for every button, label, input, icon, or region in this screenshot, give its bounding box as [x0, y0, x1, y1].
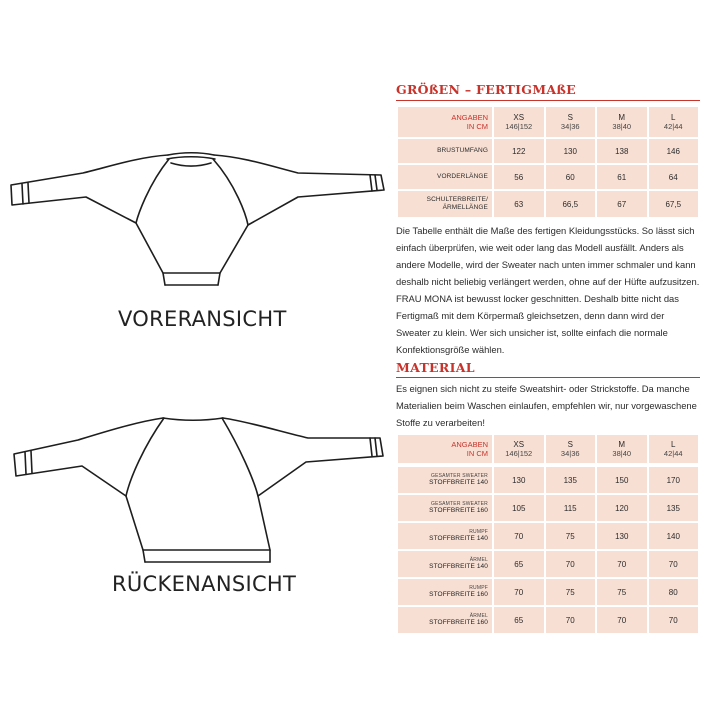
material-title-rule: [396, 377, 700, 378]
row-label: [397, 494, 493, 522]
row-label-main: STOFFBREITE 140: [429, 563, 488, 571]
table-cell: 120: [596, 494, 648, 522]
row-label-small: GESAMTER SWEATER: [430, 472, 488, 479]
row-label: BRUSTUMFANG: [397, 138, 493, 164]
table-corner-cell: [397, 434, 493, 464]
corner-line-2: IN CM: [466, 122, 488, 131]
row-label: [397, 190, 493, 218]
size-code: S: [567, 113, 573, 122]
table-row: [397, 466, 699, 494]
corner-line-1: ANGABEN: [451, 112, 488, 122]
material-table-body: [396, 465, 700, 635]
row-label-line-2: ÄRMELLÄNGE: [442, 204, 488, 211]
row-label-small: RUMPF: [469, 528, 488, 535]
table-cell: 75: [596, 578, 648, 606]
table-cell: 66,5: [545, 190, 597, 218]
corner-line-2: IN CM: [466, 449, 488, 458]
info-column: [396, 82, 700, 635]
finished-measurements-table: [396, 105, 700, 219]
row-label-main: STOFFBREITE 160: [429, 619, 488, 627]
row-label-line-1: SCHULTERBREITE/: [426, 195, 488, 203]
table-cell: 170: [648, 466, 700, 494]
sweater-front-icon: [8, 145, 390, 295]
front-view-label: VORERANSICHT: [118, 307, 287, 331]
row-label-main: STOFFBREITE 140: [429, 535, 488, 543]
size-col-l: [648, 434, 700, 464]
size-range: 34|36: [560, 449, 580, 458]
size-range: 42|44: [663, 449, 683, 458]
table-cell: 135: [545, 466, 597, 494]
table-cell: 65: [493, 550, 545, 578]
size-col-s: [545, 434, 597, 464]
size-range: 146|152: [505, 449, 533, 458]
size-col-xs: [493, 434, 545, 464]
table-cell: 130: [545, 138, 597, 164]
table-header-row: [397, 106, 699, 138]
table-cell: 80: [648, 578, 700, 606]
size-range: 38|40: [612, 122, 632, 131]
table-row: [397, 522, 699, 550]
table-corner-cell: [397, 106, 493, 138]
size-code: L: [671, 113, 676, 122]
table-cell: 105: [493, 494, 545, 522]
table-cell: 70: [596, 606, 648, 634]
row-label: [397, 578, 493, 606]
size-code: M: [618, 440, 626, 449]
size-col-s: [545, 106, 597, 138]
row-label-small: ÄRMEL: [469, 612, 488, 619]
table-cell: 122: [493, 138, 545, 164]
row-label-small: RUMPF: [469, 584, 488, 591]
back-view-label: RÜCKENANSICHT: [112, 572, 297, 596]
table-cell: 115: [545, 494, 597, 522]
back-view-drawing: [8, 408, 390, 568]
sweater-back-icon: [8, 408, 390, 568]
sizes-title: GRÖßEN – FERTIGMAßE: [396, 82, 577, 97]
table-row: [397, 578, 699, 606]
size-code: S: [567, 440, 573, 449]
table-cell: 146: [648, 138, 700, 164]
table-cell: 75: [545, 522, 597, 550]
table-cell: 70: [493, 522, 545, 550]
size-col-m: [596, 106, 648, 138]
table-cell: 67,5: [648, 190, 700, 218]
row-label-main: STOFFBREITE 160: [429, 507, 488, 515]
table-cell: 70: [545, 550, 597, 578]
table-cell: 61: [596, 164, 648, 190]
table-cell: 70: [493, 578, 545, 606]
table-cell: 63: [493, 190, 545, 218]
front-view-drawing: [8, 145, 390, 295]
table-row: [397, 138, 699, 164]
table-cell: 138: [596, 138, 648, 164]
row-label-small: GESAMTER SWEATER: [430, 500, 488, 507]
table-cell: 64: [648, 164, 700, 190]
size-code: M: [618, 113, 626, 122]
row-label: VORDERLÄNGE: [397, 164, 493, 190]
size-col-xs: [493, 106, 545, 138]
size-code: L: [671, 440, 676, 449]
row-label-small: ÄRMEL: [469, 556, 488, 563]
size-col-m: [596, 434, 648, 464]
table-cell: 67: [596, 190, 648, 218]
table-cell: 60: [545, 164, 597, 190]
table-row: [397, 494, 699, 522]
table-cell: 56: [493, 164, 545, 190]
table-cell: 130: [596, 522, 648, 550]
sizes-title-rule: [396, 100, 700, 101]
table-cell: 150: [596, 466, 648, 494]
size-code: XS: [513, 113, 525, 122]
table-cell: 75: [545, 578, 597, 606]
table-row: [397, 190, 699, 218]
size-range: 34|36: [560, 122, 580, 131]
row-label: [397, 522, 493, 550]
corner-line-1: ANGABEN: [451, 439, 488, 449]
sizes-paragraph: Die Tabelle enthält die Maße des fertigen Kleidungsstücks. So lässt sich einfach überprüfen, wie weit oder lang das Modell ausfällt. Anders als andere Modelle, wird der Sweater nach unten immer schmaler und kann deshalb nicht beliebig verlängert werden, ohne auf der Hüfte aufzusitzen. FRAU MONA ist bewusst locker geschnitten. Deshalb bitte nicht das Fertigmaß mit dem Körpermaß gleichsetzen, denn dann wird der Sweater zu klein. Wer sich unsicher ist, sollte einfach die normale Konfektionsgröße wählen.: [396, 225, 700, 355]
row-label: [397, 550, 493, 578]
table-cell: 70: [648, 606, 700, 634]
table-row: [397, 164, 699, 190]
row-label: [397, 606, 493, 634]
size-range: 42|44: [663, 122, 683, 131]
table-cell: 70: [648, 550, 700, 578]
row-label-main: STOFFBREITE 140: [429, 479, 488, 487]
table-cell: 135: [648, 494, 700, 522]
size-code: XS: [513, 440, 525, 449]
row-label-main: STOFFBREITE 160: [429, 591, 488, 599]
table-cell: 70: [545, 606, 597, 634]
material-title: MATERIAL: [396, 360, 475, 375]
size-range: 146|152: [505, 122, 533, 131]
table-cell: 140: [648, 522, 700, 550]
table-header-row: [397, 434, 699, 464]
table-row: [397, 606, 699, 634]
table-cell: 70: [596, 550, 648, 578]
table-row: [397, 550, 699, 578]
table-cell: 65: [493, 606, 545, 634]
material-paragraph: Es eignen sich nicht zu steife Sweatshirt- oder Strickstoffe. Da manche Materialien beim Waschen einlaufen, empfehlen wir, nur vorgewaschene Stoffe zu verarbeiten!: [396, 383, 697, 428]
material-table: [396, 433, 700, 465]
table-cell: 130: [493, 466, 545, 494]
size-col-l: [648, 106, 700, 138]
row-label: [397, 466, 493, 494]
size-range: 38|40: [612, 449, 632, 458]
